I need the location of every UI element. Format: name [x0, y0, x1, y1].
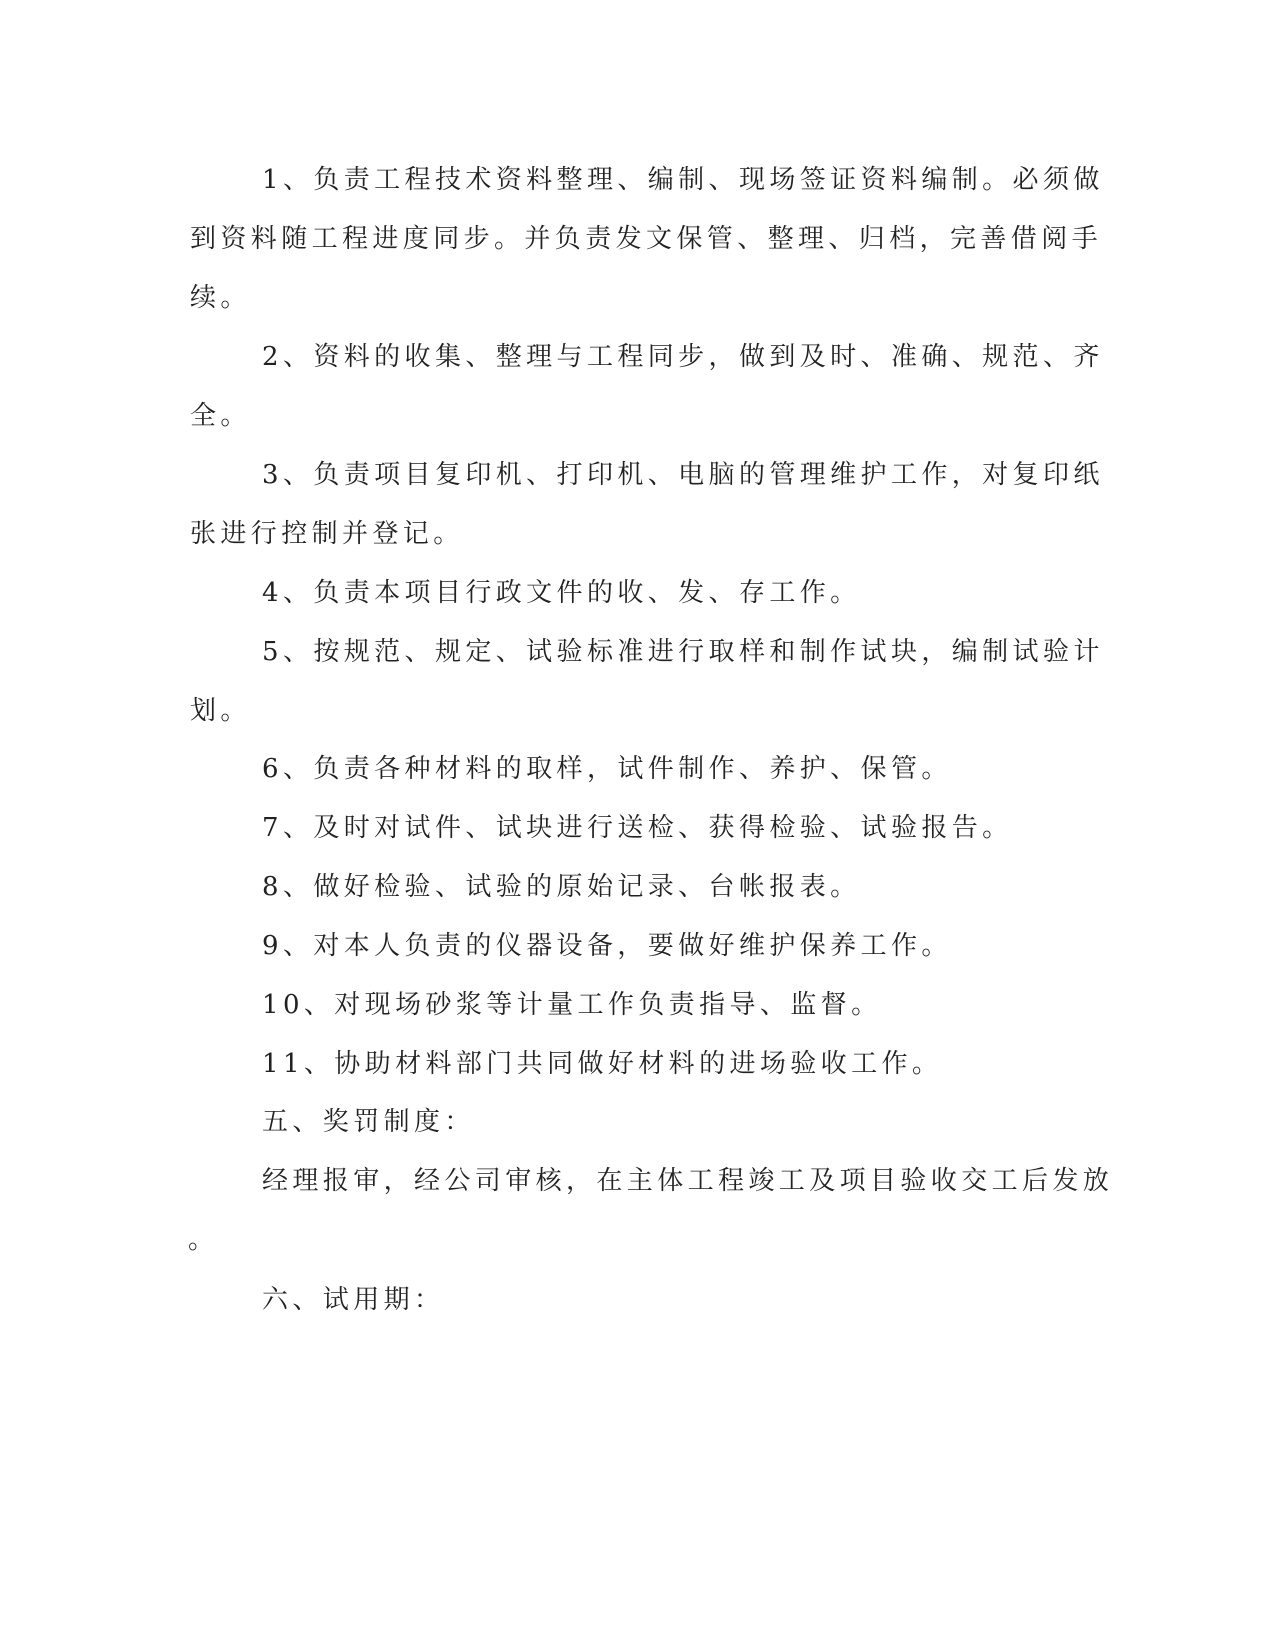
item-11: 11、协助材料部门共同做好材料的进场验收工作。 [262, 1049, 943, 1079]
item-2-line-1: 2、资料的收集、整理与工程同步，做到及时、准确、规范、齐 [262, 342, 1104, 372]
item-4: 4、负责本项目行政文件的收、发、存工作。 [262, 578, 861, 608]
rewards-text-line-2: 。 [188, 1225, 219, 1255]
item-5-line-2: 划。 [190, 696, 251, 726]
item-2-line-2: 全。 [190, 401, 251, 431]
item-1-line-2: 到资料随工程进度同步。并负责发文保管、整理、归档，完善借阅手 [190, 224, 1103, 254]
rewards-text-line-1: 经理报审，经公司审核，在主体工程竣工及项目验收交工后发放 [262, 1166, 1114, 1196]
item-10: 10、对现场砂浆等计量工作负责指导、监督。 [262, 990, 882, 1020]
section-heading-probation: 六、试用期： [262, 1285, 445, 1315]
item-1-line-3: 续。 [190, 283, 251, 313]
item-8: 8、做好检验、试验的原始记录、台帐报表。 [262, 872, 861, 902]
item-7: 7、及时对试件、试块进行送检、获得检验、试验报告。 [262, 813, 1013, 843]
item-6: 6、负责各种材料的取样，试件制作、养护、保管。 [262, 754, 952, 784]
item-5-line-1: 5、按规范、规定、试验标准进行取样和制作试块，编制试验计 [262, 637, 1104, 667]
item-3-line-2: 张进行控制并登记。 [190, 519, 464, 549]
item-9: 9、对本人负责的仪器设备，要做好维护保养工作。 [262, 931, 952, 961]
section-heading-rewards: 五、奖罚制度： [262, 1107, 475, 1137]
item-3-line-1: 3、负责项目复印机、打印机、电脑的管理维护工作，对复印纸 [262, 460, 1104, 490]
item-1-line-1: 1、负责工程技术资料整理、编制、现场签证资料编制。必须做 [262, 165, 1104, 195]
